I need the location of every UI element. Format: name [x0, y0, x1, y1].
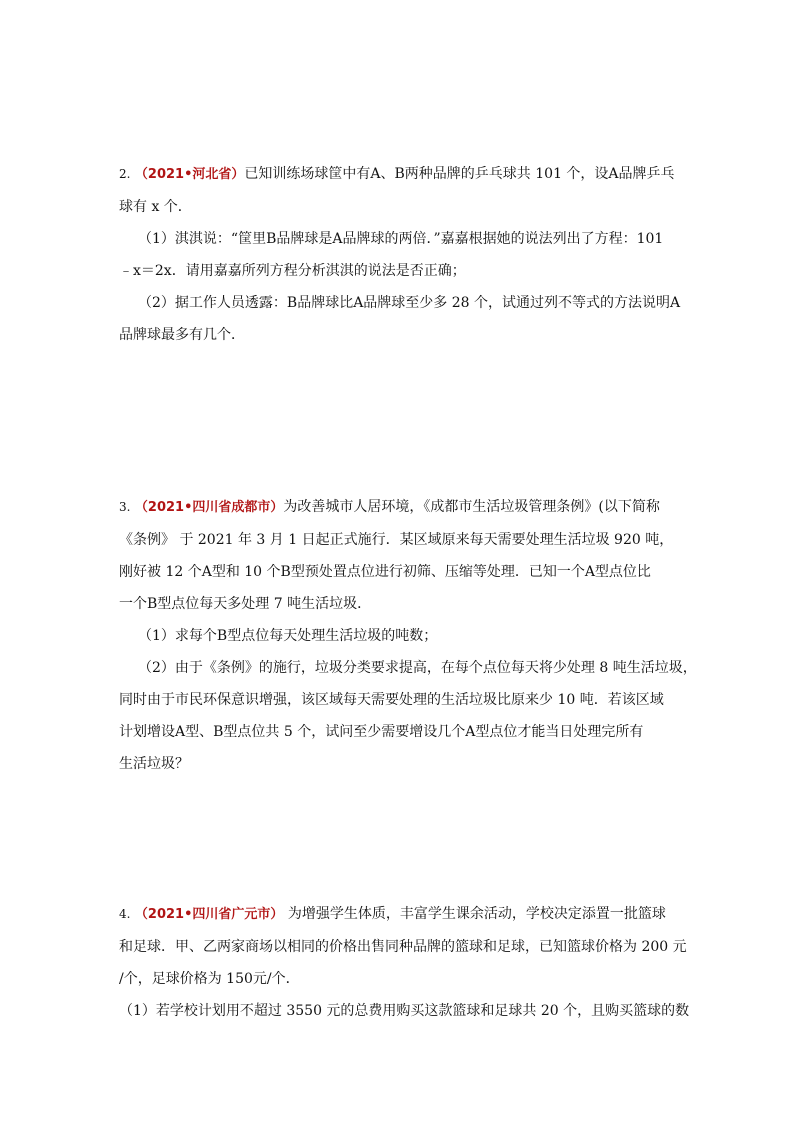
problem-number: 4.: [119, 907, 131, 921]
problem-text: 品牌球最多有几个．: [119, 327, 245, 343]
problem-text: 同时由于市民环保意识增强，该区域每天需要处理的生活垃圾比原来少 10 吨．若该区域: [119, 692, 664, 708]
problem-3: [119, 491, 697, 780]
problem-text: （2）由于《条例》的施行，垃圾分类要求提高，在每个点位每天将少处理 8 吨生活垃圾，: [138, 660, 697, 676]
problem-2: [119, 158, 679, 351]
problem-text: 为改善城市人居环境，《成都市生活垃圾管理条例》(以下简称: [283, 499, 660, 515]
problem-text: 已知训练场球筐中有A、B两种品牌的乒乓球共 101 个，设A品牌乒乓: [244, 166, 675, 182]
problem-number: 3.: [119, 500, 131, 514]
problem-source: （2021•四川省广元市）: [134, 907, 284, 922]
problem-text: （1）求每个B型点位每天处理生活垃圾的吨数；: [138, 628, 438, 644]
problem-3-first-line: [119, 491, 679, 524]
problem-source: （2021•河北省）: [134, 167, 245, 182]
problem-text: 为增强学生体质，丰富学生课余活动，学校决定添置一批篮球: [283, 906, 666, 922]
problem-text: ﹣x＝2x．请用嘉嘉所列方程分析淇淇的说法是否正确；: [119, 263, 466, 279]
problem-text: 刚好被 12 个A型和 10 个B型预处置点位进行初筛、压缩等处理．已知一个A型点位比: [119, 564, 651, 580]
problem-text: 一个B型点位每天多处理 7 吨生活垃圾．: [119, 596, 372, 612]
problem-2-first-line: [119, 158, 679, 191]
problem-source: （2021•四川省成都市）: [134, 500, 284, 515]
problem-text: （2）据工作人员透露：B品牌球比A品牌球至少多 28 个，试通过列不等式的方法说明A: [138, 295, 681, 311]
problem-4: [119, 898, 690, 1027]
problem-number: 2.: [119, 167, 131, 181]
problem-text: （1）淇淇说：“筐里B品牌球是A品牌球的两倍．”嘉嘉根据她的说法列出了方程：101: [138, 231, 664, 247]
problem-text: 生活垃圾？: [119, 756, 189, 772]
problem-text: 球有 x 个．: [119, 199, 192, 215]
problem-text: （1）若学校计划用不超过 3550 元的总费用购买这款篮球和足球共 20 个，且购买篮球的数: [119, 1003, 690, 1019]
problem-text: 和足球．甲、乙两家商场以相同的价格出售同种品牌的篮球和足球，已知篮球价格为 200 元: [119, 939, 687, 955]
problem-4-first-line: [119, 898, 679, 931]
problem-text: 《条例》 于 2021 年 3 月 1 日起正式施行．某区域原来每天需要处理生活垃圾 920 吨，: [119, 532, 674, 548]
problem-text: /个，足球价格为 150元/个．: [119, 971, 300, 987]
problem-text: 计划增设A型、B型点位共 5 个，试问至少需要增设几个A型点位才能当日处理完所有: [119, 724, 644, 740]
